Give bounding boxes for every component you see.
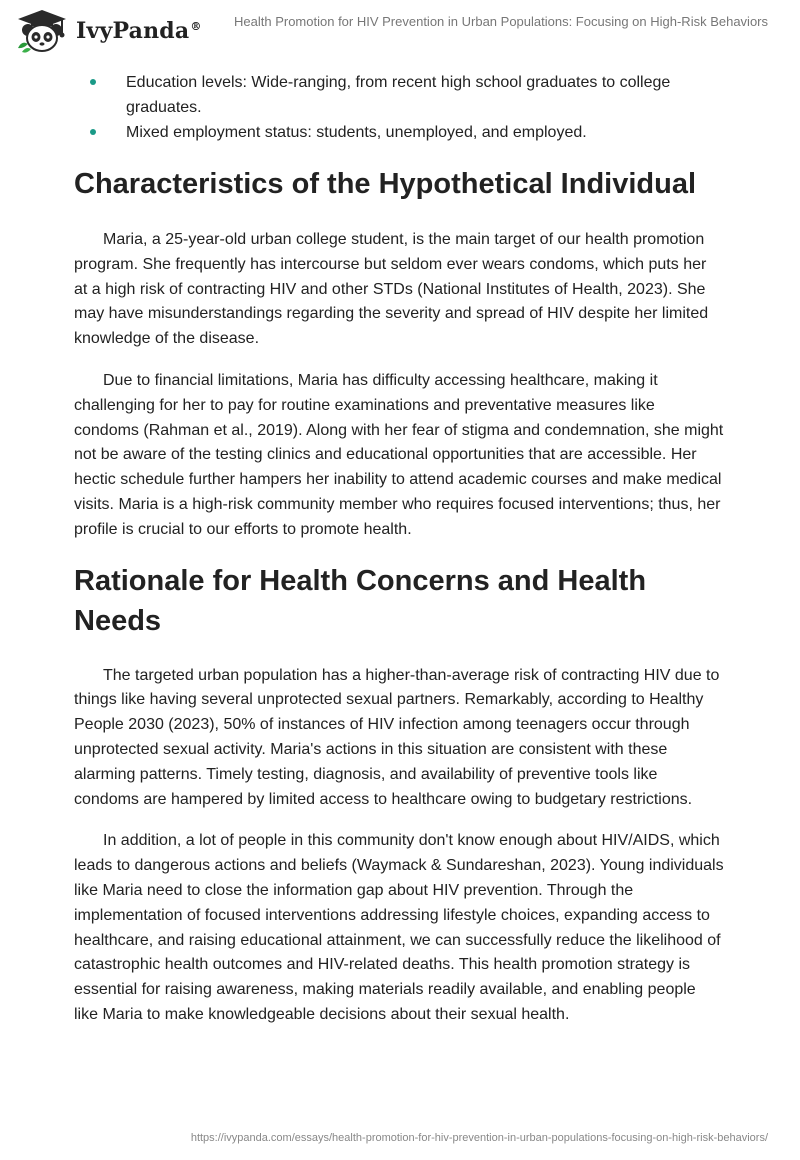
essay-body <box>74 70 724 1045</box>
paragraph: Maria, a 25-year-old urban college student, is the main target of our health promotion program. She frequently has intercourse but seldom ever wears condoms, which puts her at a high risk of contracting HIV and other STDs (National Institutes of Health, 2023). She may have misunderstandings regarding the severity and spread of HIV despite her limited knowledge of the disease. <box>74 231 709 348</box>
bullet-dot-icon <box>90 79 96 85</box>
list-item: Education levels: Wide-ranging, from recent high school graduates to college graduates. <box>74 70 724 120</box>
section-heading-characteristics: Characteristics of the Hypothetical Individual <box>74 168 697 200</box>
brand-name: IvyPanda® <box>76 18 202 44</box>
page-header <box>0 0 800 64</box>
bullet-list <box>74 70 724 145</box>
bullet-dot-icon <box>90 129 96 135</box>
list-item: Mixed employment status: students, unemployed, and employed. <box>74 120 724 145</box>
source-url[interactable]: https://ivypanda.com/essays/health-promotion-for-hiv-prevention-in-urban-populations-focusing-on-high-risk-behaviors/ <box>190 1132 768 1144</box>
paragraph: Due to financial limitations, Maria has difficulty accessing healthcare, making it challenging for her to pay for routine examinations and preventative measures like condoms (Rahman et al., 2019). Along with her fear of stigma and condemnation, she might not be aware of the testing clinics and educational opportunities that are accessible. Her hectic schedule further hampers her inability to attend academic courses and make medical visits. Maria is a high-risk community member who requires focused interventions; thus, her profile is crucial to our efforts to promote health. <box>74 371 724 538</box>
document-title: Health Promotion for HIV Prevention in Urban Populations: Focusing on High-Risk Behaviors <box>234 14 768 29</box>
paragraph: In addition, a lot of people in this community don't know enough about HIV/AIDS, which leads to dangerous actions and beliefs (Waymack & Sundareshan, 2023). Young individuals like Maria need to close the information gap about HIV prevention. Through the implementation of focused interventions addressing lifestyle choices, expanding access to healthcare, and raising educational attainment, we can successfully reduce the likelihood of catastrophic health outcomes and HIV-related deaths. This health promotion strategy is essential for raising awareness, making materials readily available, and enabling people like Maria to make knowledgeable decisions about their sexual health. <box>74 832 724 1023</box>
panda-graduate-icon <box>14 8 70 54</box>
paragraph: The targeted urban population has a higher-than-average risk of contracting HIV due to things like having several unprotected sexual partners. Remarkably, according to Healthy People 2030 (2023), 50% of instances of HIV infection among teenagers occur through unprotected sexual activity. Maria's actions in this situation are consistent with these alarming patterns. Timely testing, diagnosis, and availability of preventive tools like condoms are hampered by limited access to healthcare owing to budgetary restrictions. <box>74 666 720 808</box>
ivypanda-logo[interactable] <box>14 8 202 54</box>
section-heading-rationale: Rationale for Health Concerns and Health Needs <box>74 564 647 637</box>
